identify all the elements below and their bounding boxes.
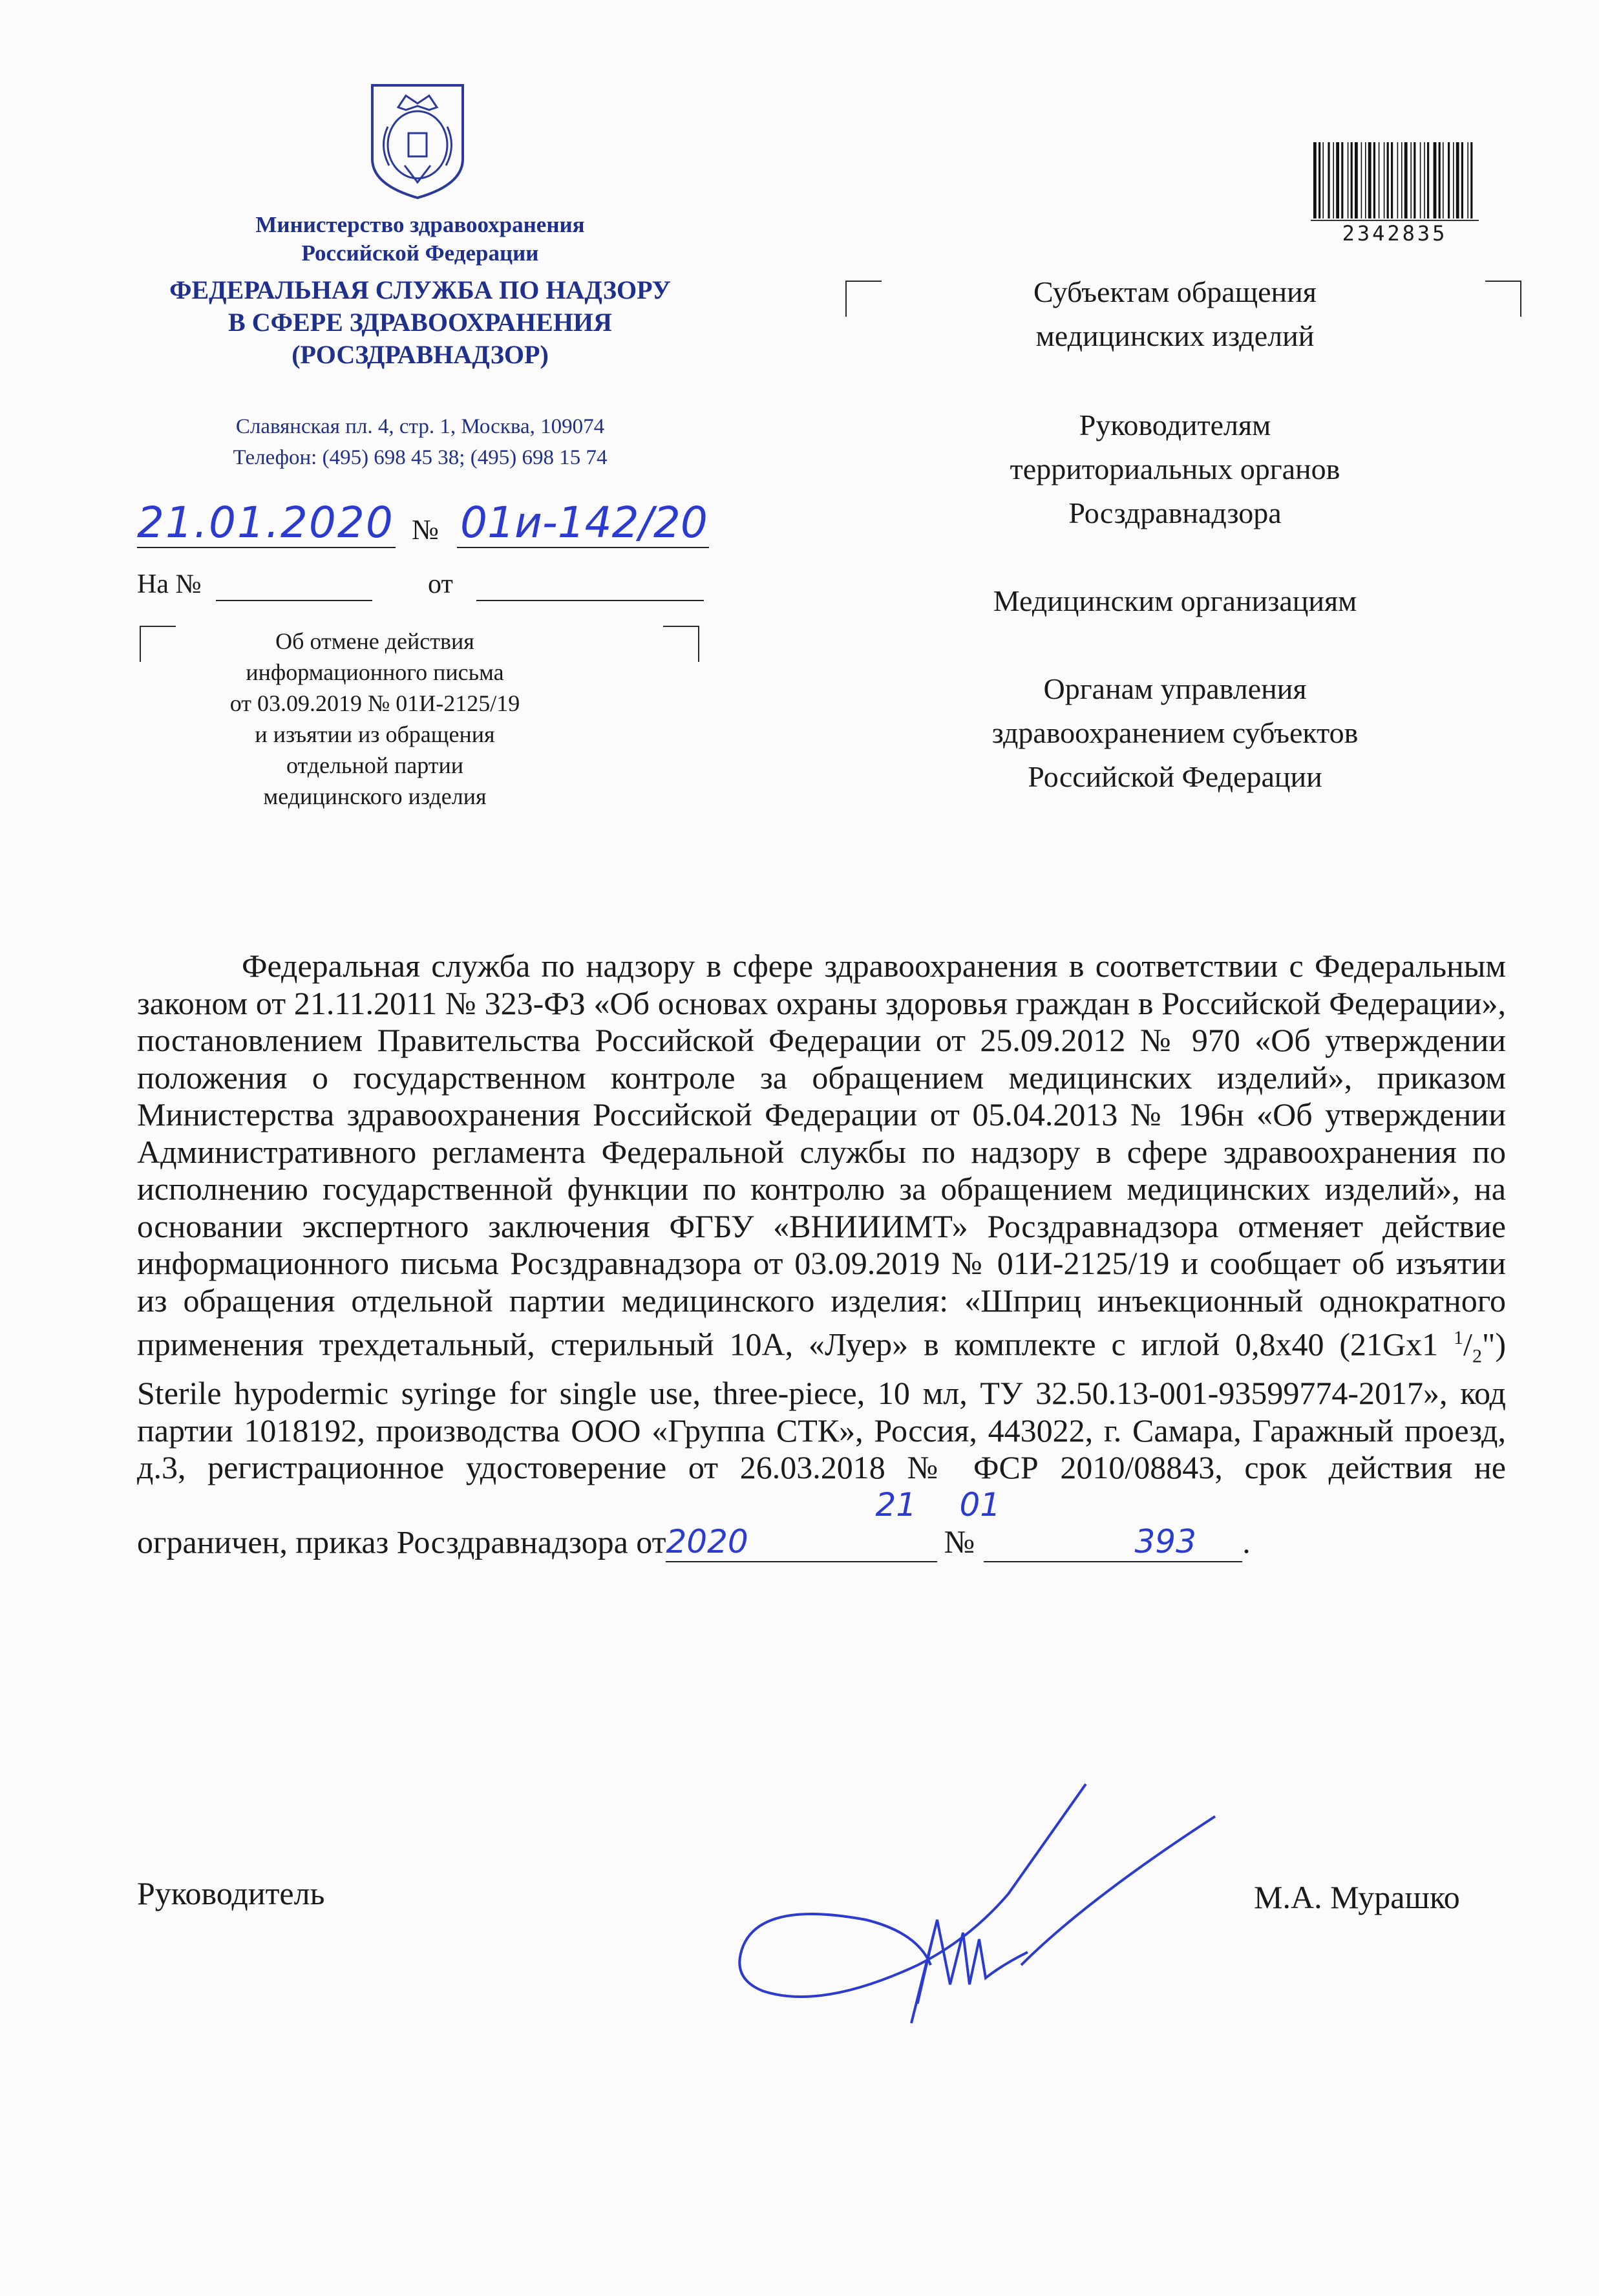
addressee-line: Руководителям <box>1079 409 1271 441</box>
barcode-bar <box>1453 142 1454 218</box>
barcode-bar <box>1322 142 1324 218</box>
subject-block <box>194 626 556 812</box>
barcode-bar <box>1470 142 1472 218</box>
signer-name: М.А. Мурашко <box>1254 1879 1460 1915</box>
service-line: (РОСЗДРАВНАДЗОР) <box>291 340 549 369</box>
order-number-sign: № <box>944 1524 975 1560</box>
barcode-bar <box>1333 142 1334 218</box>
subject-line: Об отмене действия <box>275 628 474 654</box>
fraction-numerator: 1 <box>1454 1327 1464 1348</box>
addressee-line: Субъектам обращения <box>1033 275 1317 308</box>
addressee-corner-right <box>1485 281 1521 317</box>
end-dot: . <box>1242 1524 1251 1560</box>
ministry-name <box>110 211 730 268</box>
coat-of-arms-icon <box>366 81 469 200</box>
subject-corner-left <box>140 626 176 662</box>
address: Славянская пл. 4, стр. 1, Москва, 109074 <box>235 415 605 438</box>
ministry-line: Российской Федерации <box>301 240 539 266</box>
addressee-1 <box>884 270 1466 358</box>
subject-line: отдельной партии <box>286 752 464 778</box>
fraction-denominator: 2 <box>1472 1345 1482 1367</box>
barcode-bar <box>1341 142 1343 218</box>
number-sign: № <box>412 514 439 546</box>
paragraph-part-2: ") Sterile hypodermic syringe for single use, three-piece, 10 мл, ТУ 32.50.13-001-93599774-2017», код партии 1018192, производства ООО «Группа СТК», Россия, 443022, г. Самара, Гаражный проезд, д.3, регистрационное удостоверение от 26.03.2018 № ФСР 2010/08843, срок действия не ограничен, приказ Росздравнадзора от <box>137 1326 1506 1560</box>
order-number: 393 <box>1134 1523 1196 1561</box>
barcode-number: 2342835 <box>1311 220 1479 246</box>
barcode-bar <box>1414 142 1415 218</box>
addressee-corner-left <box>845 281 882 317</box>
main-paragraph: Федеральная служба по надзору в сфере здравоохранения в соответствии с Федеральным законом от 21.11.2011 № 323-ФЗ «Об основах охраны здоровья граждан в Российской Федерации», постановлением Правительства Российской Федерации от 25.09.2012 № 970 «Об утверждении положения о государственном контроле за обращением медицинских изделий», приказом Министерства здравоохранения Российской Федерации от 05.04.2013 № 196н «Об утверждении Административного регламента Федеральной службы по надзору в сфере здравоохранения по исполнению государственной функции по контролю за обращением медицинских изделий», на основании экспертного заключения ФГБУ «ВНИИИМТ» Росздравнадзора отменяет действие информационного письма Росздравнадзора от 03.09.2019 № 01И-2125/19 и сообщает об изъятии из обращения отдельной партии медицинского изделия: «Шприц инъекционный однократного применения трехдетальный, стерильный 10А, «Луер» в комплекте с иглой 0,8x40 (21Gx1 $^1/_2$") Sterile hypodermic syringe for single use, three-piece, 10 мл, ТУ 32.50.13-001-93599774-2017», код партии 1018192, производства ООО «Группа СТК», Россия, 443022, г. Самара, Гаражный проезд, д.3, регистрационное удостоверение от 26.03.2018 № ФСР 2010/08843, срок действия не ограничен, приказ Росздравнадзора от21 012020 № 393 . <box>137 948 1506 1562</box>
registration-row <box>137 498 719 549</box>
service-line: ФЕДЕРАЛЬНАЯ СЛУЖБА ПО НАДЗОРУ <box>169 275 671 304</box>
subject-line: и изъятии из обращения <box>255 721 495 747</box>
barcode <box>1311 141 1479 244</box>
barcode-bar <box>1448 142 1450 218</box>
phone: Телефон: (495) 698 45 38; (495) 698 15 74 <box>233 446 608 469</box>
barcode-bar <box>1410 142 1412 218</box>
barcode-bar <box>1361 142 1362 218</box>
paragraph-part-1: Федеральная служба по надзору в сфере здравоохранения в соответствии с Федеральным законом от 21.11.2011 № 323-ФЗ «Об основах охраны здоровья граждан в Российской Федерации», постановлением Правительства Российской Федерации от 25.09.2012 № 970 «Об утверждении положения о государственном контроле за обращением медицинских изделий», приказом Министерства здравоохранения Российской Федерации от 05.04.2013 № 196н «Об утверждении Административного регламента Федеральной службы по надзору в сфере здравоохранения по исполнению государственной функции по контролю за обращением медицинских изделий», на основании экспертного заключения ФГБУ «ВНИИИМТ» Росздравнадзора отменяет действие информационного письма Росздравнадзора от 03.09.2019 № 01И-2125/19 и сообщает об изъятии из обращения отдельной партии медицинского изделия: «Шприц инъекционный однократного применения трехдетальный, стерильный 10А, «Луер» в комплекте с иглой 0,8x40 (21Gx1 <box>137 948 1506 1363</box>
handwritten-number: 01и-142/20 <box>460 498 708 547</box>
subject-line: информационного письма <box>246 659 504 685</box>
barcode-bar <box>1318 142 1320 218</box>
ministry-line: Министерство здравоохранения <box>255 212 585 237</box>
subject-line: медицинского изделия <box>263 783 487 809</box>
subject-corner-right <box>663 626 699 662</box>
addressee-4 <box>884 667 1466 799</box>
barcode-bar <box>1355 142 1358 218</box>
barcode-bar <box>1351 142 1353 218</box>
barcode-bar <box>1461 142 1463 218</box>
barcode-bar <box>1391 142 1393 218</box>
barcode-bar <box>1424 142 1425 218</box>
signature-icon <box>724 1771 1228 2043</box>
ref-label: На № <box>137 569 202 599</box>
barcode-bar <box>1456 142 1459 218</box>
addressee-2 <box>884 403 1466 535</box>
barcode-bar <box>1313 142 1317 218</box>
barcode-bar <box>1365 142 1366 218</box>
addressee-line: Органам управления <box>1043 672 1307 705</box>
handwritten-date: 21.01.2020 <box>137 498 394 547</box>
addressee-line: Медицинским организациям <box>993 584 1357 617</box>
barcode-bar <box>1348 142 1349 218</box>
barcode-bar <box>1328 142 1329 218</box>
barcode-bar <box>1384 142 1385 218</box>
addressee-3 <box>884 579 1466 623</box>
signer-position: Руководитель <box>137 1875 325 1911</box>
barcode-bar <box>1420 142 1421 218</box>
contact-block <box>110 411 730 473</box>
barcode-bar <box>1443 142 1444 218</box>
addressee-line: Российской Федерации <box>1028 760 1322 793</box>
barcode-bars <box>1311 141 1479 221</box>
addressee-line: Росздравнадзора <box>1068 496 1282 529</box>
barcode-bar <box>1427 142 1429 218</box>
barcode-bar <box>1401 142 1403 218</box>
barcode-bar <box>1434 142 1437 218</box>
barcode-bar <box>1397 142 1399 218</box>
addressee-line: здравоохранением субъектов <box>991 716 1359 749</box>
addressee-line: медицинских изделий <box>1035 319 1315 352</box>
barcode-bar <box>1368 142 1371 218</box>
subject-line: от 03.09.2019 № 01И-2125/19 <box>229 690 520 716</box>
addressee-line: территориальных органов <box>1010 452 1340 485</box>
order-month: 01 <box>959 1485 1001 1524</box>
order-number-field <box>984 1524 1242 1562</box>
barcode-bar <box>1373 142 1375 218</box>
reference-row <box>137 569 719 608</box>
barcode-bar <box>1439 142 1441 218</box>
service-name <box>103 274 737 371</box>
barcode-bar <box>1387 142 1389 218</box>
order-year: 2020 <box>666 1523 748 1561</box>
barcode-bar <box>1379 142 1380 218</box>
barcode-bar <box>1404 142 1408 218</box>
order-day: 21 <box>875 1485 917 1524</box>
ref-from: от <box>428 569 453 599</box>
barcode-bar <box>1336 142 1339 218</box>
barcode-bar <box>1467 142 1468 218</box>
service-line: В СФЕРЕ ЗДРАВООХРАНЕНИЯ <box>228 308 612 337</box>
